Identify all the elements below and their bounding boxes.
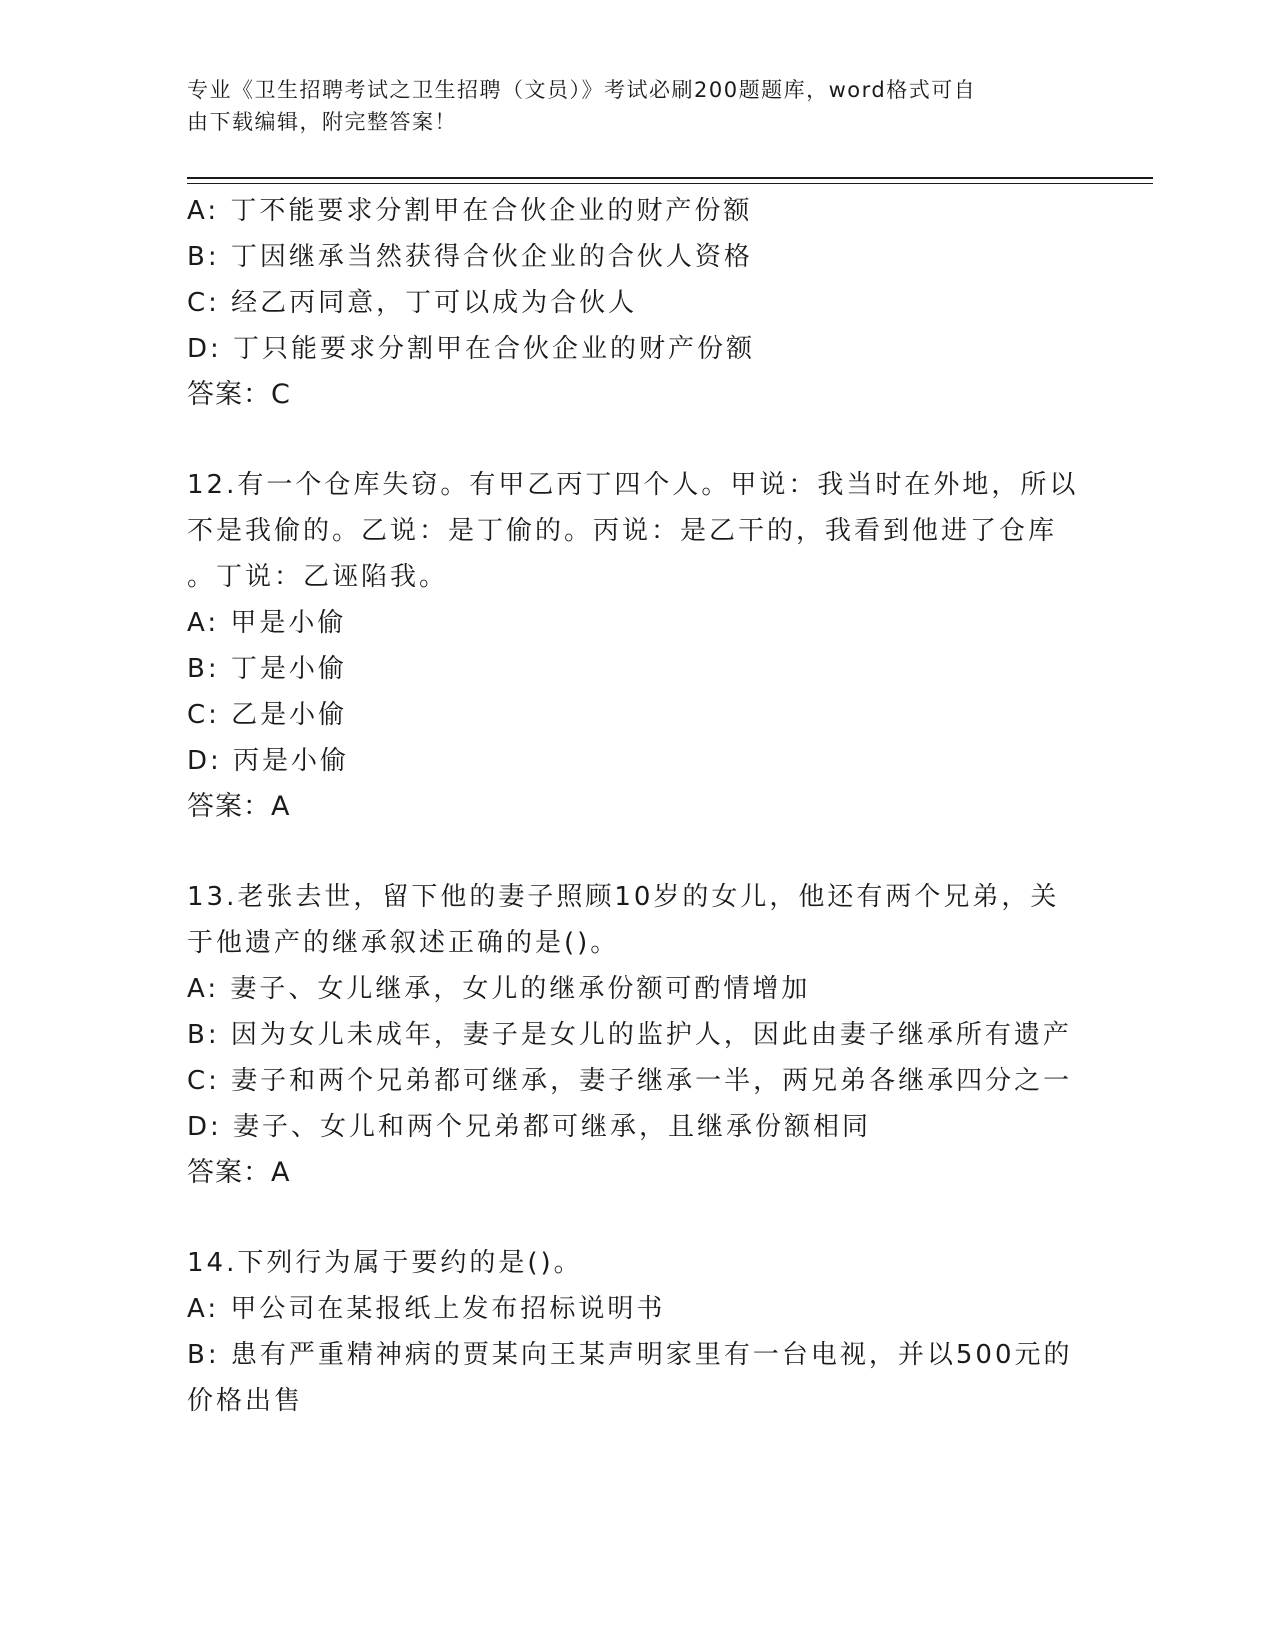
spacer xyxy=(187,1196,1107,1240)
header-divider-thin xyxy=(187,183,1153,184)
option-c: C: 乙是小偷 xyxy=(187,700,348,730)
option-b: B: 患有严重精神病的贾某向王某声明家里有一台电视，并以500元的 xyxy=(187,1340,1073,1370)
header-line-1: 专业《卫生招聘考试之卫生招聘（文员）》考试必刷200题题库，word格式可自 xyxy=(187,78,977,102)
document-header xyxy=(187,74,1067,138)
question-content xyxy=(187,188,1107,1424)
spacer xyxy=(187,830,1107,874)
option-b: B: 丁是小偷 xyxy=(187,654,347,684)
spacer xyxy=(187,418,1107,462)
option-d: D: 妻子、女儿和两个兄弟都可继承，且继承份额相同 xyxy=(187,1112,872,1142)
question-13 xyxy=(187,874,1107,1196)
question-stem-line: 不是我偷的。乙说：是丁偷的。丙说：是乙干的，我看到他进了仓库 xyxy=(187,516,1058,546)
question-stem-line: 。丁说：乙诬陷我。 xyxy=(187,562,449,592)
option-c: C: 经乙丙同意，丁可以成为合伙人 xyxy=(187,288,638,318)
option-b: B: 因为女儿未成年，妻子是女儿的监护人，因此由妻子继承所有遗产 xyxy=(187,1020,1072,1050)
option-c: C: 妻子和两个兄弟都可继承，妻子继承一半，两兄弟各继承四分之一 xyxy=(187,1066,1073,1096)
option-a: A: 妻子、女儿继承，女儿的继承份额可酌情增加 xyxy=(187,974,811,1004)
answer: 答案：A xyxy=(187,791,291,822)
option-b-continued: 价格出售 xyxy=(187,1386,304,1416)
question-stem-line: 14.下列行为属于要约的是()。 xyxy=(187,1248,583,1278)
option-b: B: 丁因继承当然获得合伙企业的合伙人资格 xyxy=(187,242,753,272)
question-stem-line: 13.老张去世，留下他的妻子照顾10岁的女儿，他还有两个兄弟，关 xyxy=(187,882,1060,912)
option-d: D: 丁只能要求分割甲在合伙企业的财产份额 xyxy=(187,334,756,364)
question-stem-line: 于他遗产的继承叙述正确的是()。 xyxy=(187,928,620,958)
option-a: A: 丁不能要求分割甲在合伙企业的财产份额 xyxy=(187,196,753,226)
question-stem-line: 12.有一个仓库失窃。有甲乙丙丁四个人。甲说：我当时在外地，所以 xyxy=(187,470,1079,500)
header-line-2: 由下载编辑，附完整答案！ xyxy=(187,110,457,134)
option-a: A: 甲公司在某报纸上发布招标说明书 xyxy=(187,1294,666,1324)
header-divider-thick xyxy=(187,177,1153,179)
answer: 答案：A xyxy=(187,1157,291,1188)
question-14 xyxy=(187,1240,1107,1424)
question-11 xyxy=(187,188,1107,418)
option-d: D: 丙是小偷 xyxy=(187,746,350,776)
option-a: A: 甲是小偷 xyxy=(187,608,347,638)
answer: 答案：C xyxy=(187,379,291,410)
question-12 xyxy=(187,462,1107,830)
